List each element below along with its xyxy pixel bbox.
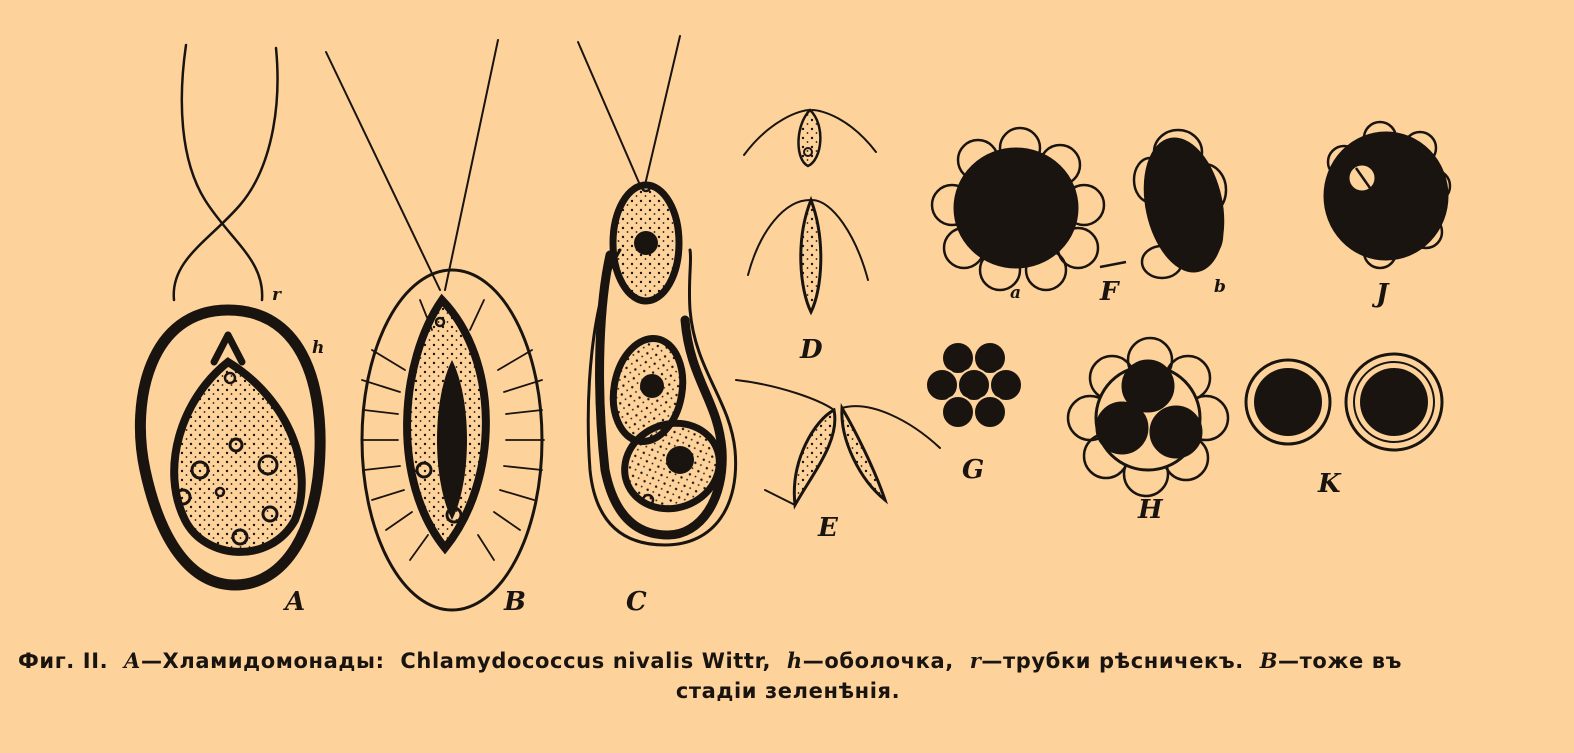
cell-f-illustration	[932, 128, 1235, 290]
label-r: r	[272, 285, 281, 305]
cell-h-illustration	[1068, 338, 1228, 496]
label-h: h	[312, 338, 325, 358]
cell-k-illustration	[1246, 354, 1442, 450]
caption-r-label: r	[969, 648, 982, 673]
label-f-b: b	[1214, 277, 1226, 297]
caption-a-label: A	[124, 648, 141, 673]
caption-h-label: h	[786, 648, 803, 673]
cell-g-illustration	[926, 342, 1022, 428]
label-e: E	[818, 513, 838, 543]
cell-b-illustration	[326, 40, 544, 610]
label-k: K	[1318, 469, 1341, 499]
caption-r-text: —трубки рѣсничекъ.	[981, 649, 1244, 673]
label-a: A	[285, 587, 306, 617]
label-b: B	[504, 587, 526, 617]
figure-caption	[18, 646, 1558, 706]
label-g: G	[962, 455, 985, 485]
caption-line-2: стадіи зеленѣнія.	[675, 679, 901, 703]
label-d: D	[800, 335, 823, 365]
label-f: F	[1100, 277, 1119, 307]
caption-a-name: —Хламидомонады:	[140, 649, 385, 673]
cell-d-illustration	[744, 110, 876, 312]
cell-j-illustration	[1324, 122, 1450, 268]
label-c: C	[626, 587, 647, 617]
cell-e-illustration	[736, 380, 940, 505]
caption-species: Chlamydococcus nivalis Wittr,	[400, 649, 772, 673]
cell-a-illustration	[140, 45, 320, 585]
label-f-a: a	[1010, 283, 1022, 303]
caption-fig-number: Фиг. II.	[18, 649, 109, 673]
caption-h-text: —оболочка,	[802, 649, 954, 673]
label-j: J	[1376, 279, 1389, 309]
label-h-figure: H	[1138, 495, 1163, 525]
cell-c-illustration	[578, 36, 736, 545]
caption-b-label: B	[1259, 648, 1279, 673]
caption-b-text: —тоже въ	[1278, 649, 1402, 673]
